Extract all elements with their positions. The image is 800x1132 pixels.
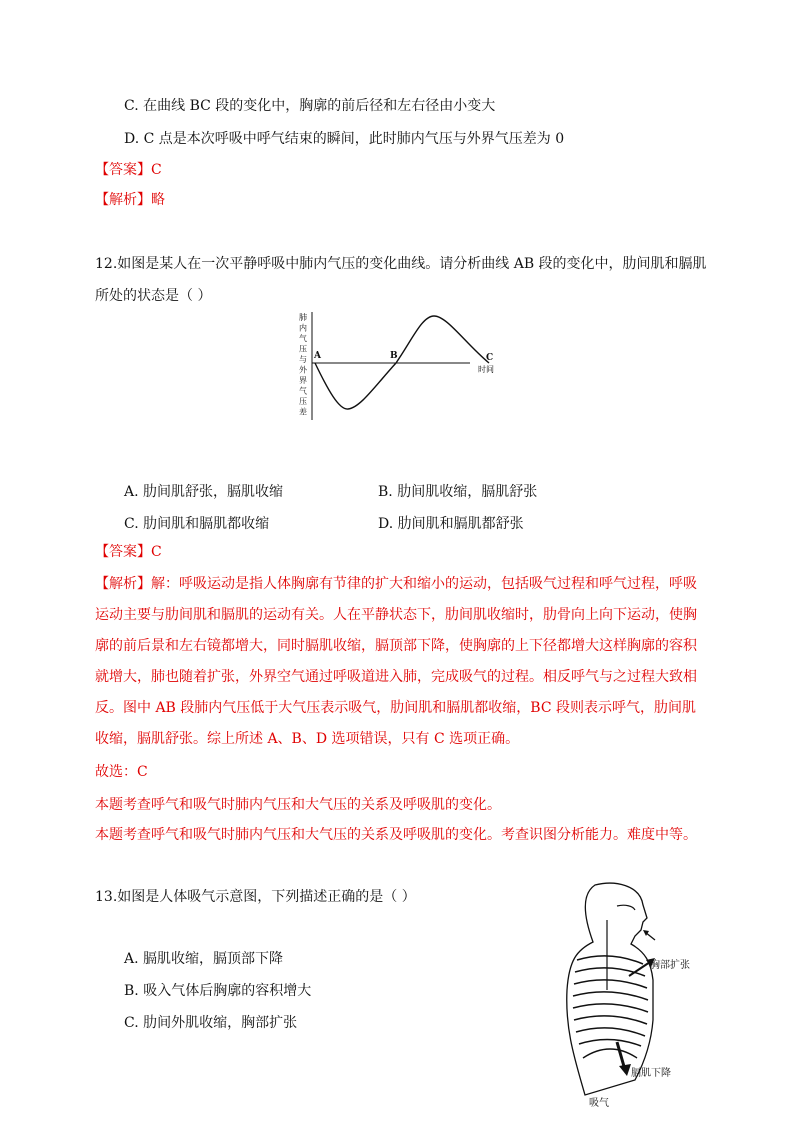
q12-option-c: C. 肋间肌和膈肌都收缩: [124, 516, 270, 532]
q12-option-d: D. 肋间肌和膈肌都舒张: [378, 516, 524, 532]
answer-value: C: [151, 544, 162, 560]
q13-option-a: A. 膈肌收缩，膈顶部下降: [124, 951, 284, 967]
q12-note-2: 本题考查呼气和吸气时肺内气压和大气压的关系及呼吸肌的变化。考查识图分析能力。难度中等。: [95, 827, 697, 843]
q12-conclusion: 故选：C: [95, 764, 148, 780]
analysis-text: 解：呼吸运动是指人体胸廓有节律的扩大和缩小的运动，包括吸气过程和呼气过程，呼吸: [151, 576, 697, 592]
airway: [607, 905, 635, 990]
chest-expansion-label: 胸部扩张: [650, 960, 690, 971]
q11-analysis: [95, 191, 165, 209]
point-a-label: A: [314, 351, 321, 361]
q11-option-c: C. 在曲线 BC 段的变化中，胸廓的前后径和左右径由小变大: [124, 98, 496, 114]
q12-option-a: A. 肋间肌舒张，膈肌收缩: [124, 484, 284, 500]
q12-analysis-line-2: 运动主要与肋间肌和膈肌的运动有关。人在平静状态下，肋间肌收缩时，肋骨向上向下运动，使胸: [95, 607, 697, 623]
x-axis-label: 时间: [478, 365, 494, 374]
diaphragm-arrow-head: [619, 1064, 631, 1076]
q13-option-b: B. 吸入气体后胸廓的容积增大: [124, 983, 312, 999]
q12-analysis-line-6: 收缩，膈肌舒张。综上所述 A、B、D 选项错误，只有 C 选项正确。: [95, 731, 520, 747]
analysis-label: 【解析】: [95, 576, 151, 592]
answer-label: 【答案】: [95, 162, 151, 178]
analysis-text: 略: [151, 192, 165, 208]
answer-value: C: [151, 162, 162, 178]
q12-analysis-line-1: [95, 575, 697, 593]
q13-option-c: C. 肋间外肌收缩，胸部扩张: [124, 1015, 298, 1031]
q12-option-b: B. 肋间肌收缩，膈肌舒张: [378, 484, 538, 500]
q13-stem: 13.如图是人体吸气示意图，下列描述正确的是（ ）: [95, 889, 416, 905]
q12-pressure-curve-figure: [295, 310, 510, 425]
q12-stem-line1: 12.如图是某人在一次平静呼吸中肺内气压的变化曲线。请分析曲线 AB 段的变化中，肋间肌和膈肌: [95, 256, 707, 272]
q12-answer: [95, 543, 162, 561]
diaphragm: [583, 1049, 637, 1058]
y-axis-label: 肺内气压与外界气压差: [299, 313, 307, 417]
point-b-label: B: [390, 351, 398, 361]
ribs: [573, 956, 648, 1046]
body-outline: [567, 883, 653, 1095]
q11-option-d: D. C 点是本次呼吸中呼气结束的瞬间，此时肺内气压与外界气压差为 0: [124, 131, 565, 147]
q12-analysis-line-3: 廓的前后景和左右镜都增大，同时膈肌收缩，膈顶部下降，使胸廓的上下径都增大这样胸廓的容积: [95, 638, 697, 654]
q12-analysis-line-5: 反。图中 AB 段肺内气压低于大气压表示吸气，肋间肌和膈肌都收缩，BC 段则表示呼气，肋间肌: [95, 700, 697, 716]
point-c-label: C: [486, 353, 494, 363]
q12-note-1: 本题考查呼气和吸气时肺内气压和大气压的关系及呼吸肌的变化。: [95, 797, 501, 813]
answer-label: 【答案】: [95, 544, 151, 560]
q12-analysis-line-4: 就增大，肺也随着扩张，外界空气通过呼吸道进入肺，完成吸气的过程。相反呼气与之过程大致相: [95, 669, 697, 685]
q13-inhalation-figure: [555, 880, 725, 1110]
figure-caption: 吸气: [589, 1098, 609, 1109]
q12-stem-line2: 所处的状态是（ ）: [95, 288, 212, 304]
q11-answer: [95, 161, 162, 179]
diaphragm-down-label: 膈肌下降: [631, 1068, 671, 1079]
analysis-label: 【解析】: [95, 192, 151, 208]
